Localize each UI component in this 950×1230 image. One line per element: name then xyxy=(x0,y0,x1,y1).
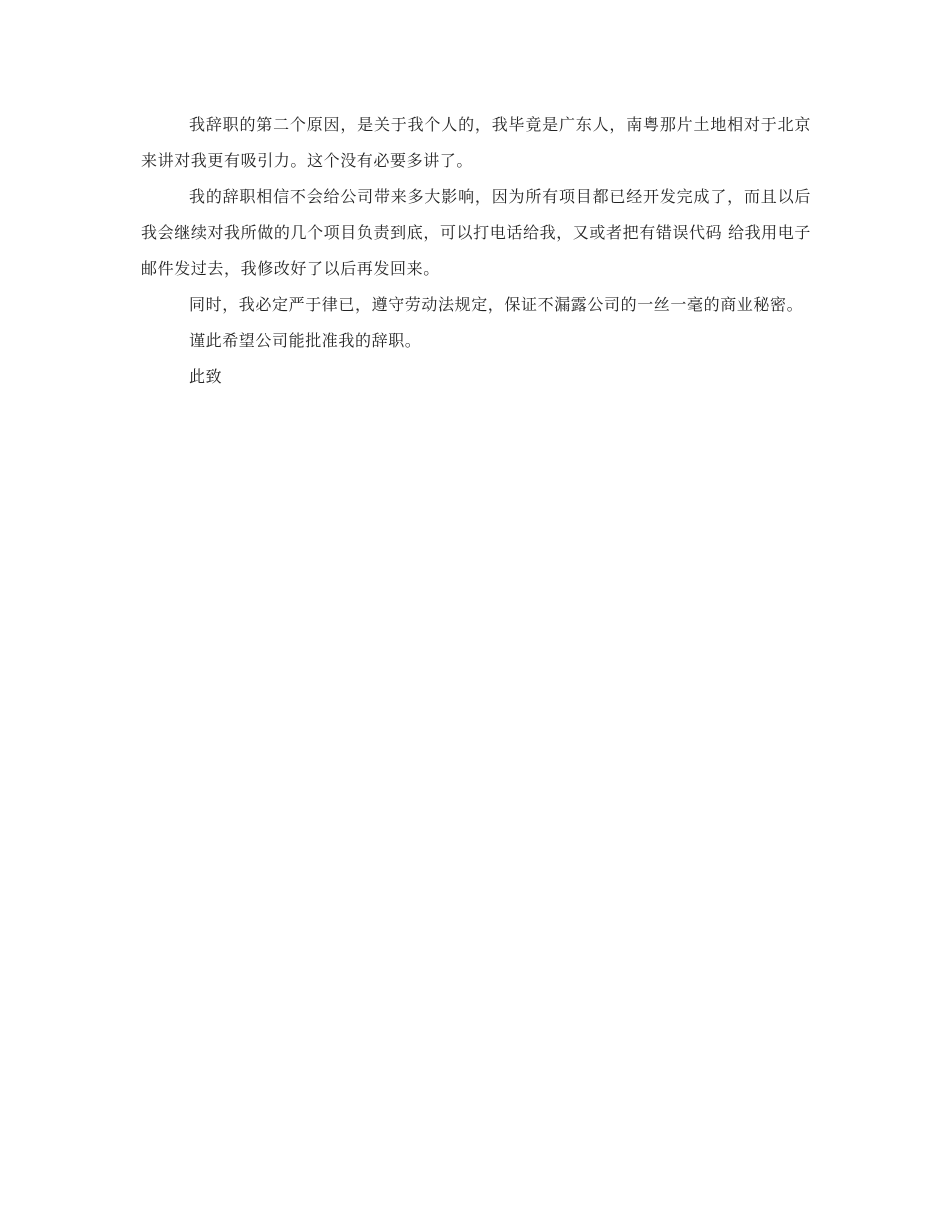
paragraph-confidentiality: 同时，我必定严于律已，遵守劳动法规定，保证不漏露公司的一丝一毫的商业秘密。 xyxy=(189,295,804,314)
paragraph-request-approval: 谨此希望公司能批准我的辞职。 xyxy=(189,331,422,350)
letter-body xyxy=(141,107,811,395)
paragraph-second-reason: 我辞职的第二个原因，是关于我个人的，我毕竟是广东人，南粤那片土地相对于北京来讲对我更有吸引力。这个没有必要多讲了。 xyxy=(141,115,811,170)
paragraph-project-handover: 我的辞职相信不会给公司带来多大影响，因为所有项目都已经开发完成了，而且以后我会继续对我所做的几个项目负责到底，可以打电话给我，又或者把有错误代码 给我用电子邮件发过去，我修改好了以后再发回来。 xyxy=(141,187,811,278)
paragraph-closing-salutation: 此致 xyxy=(189,367,223,386)
